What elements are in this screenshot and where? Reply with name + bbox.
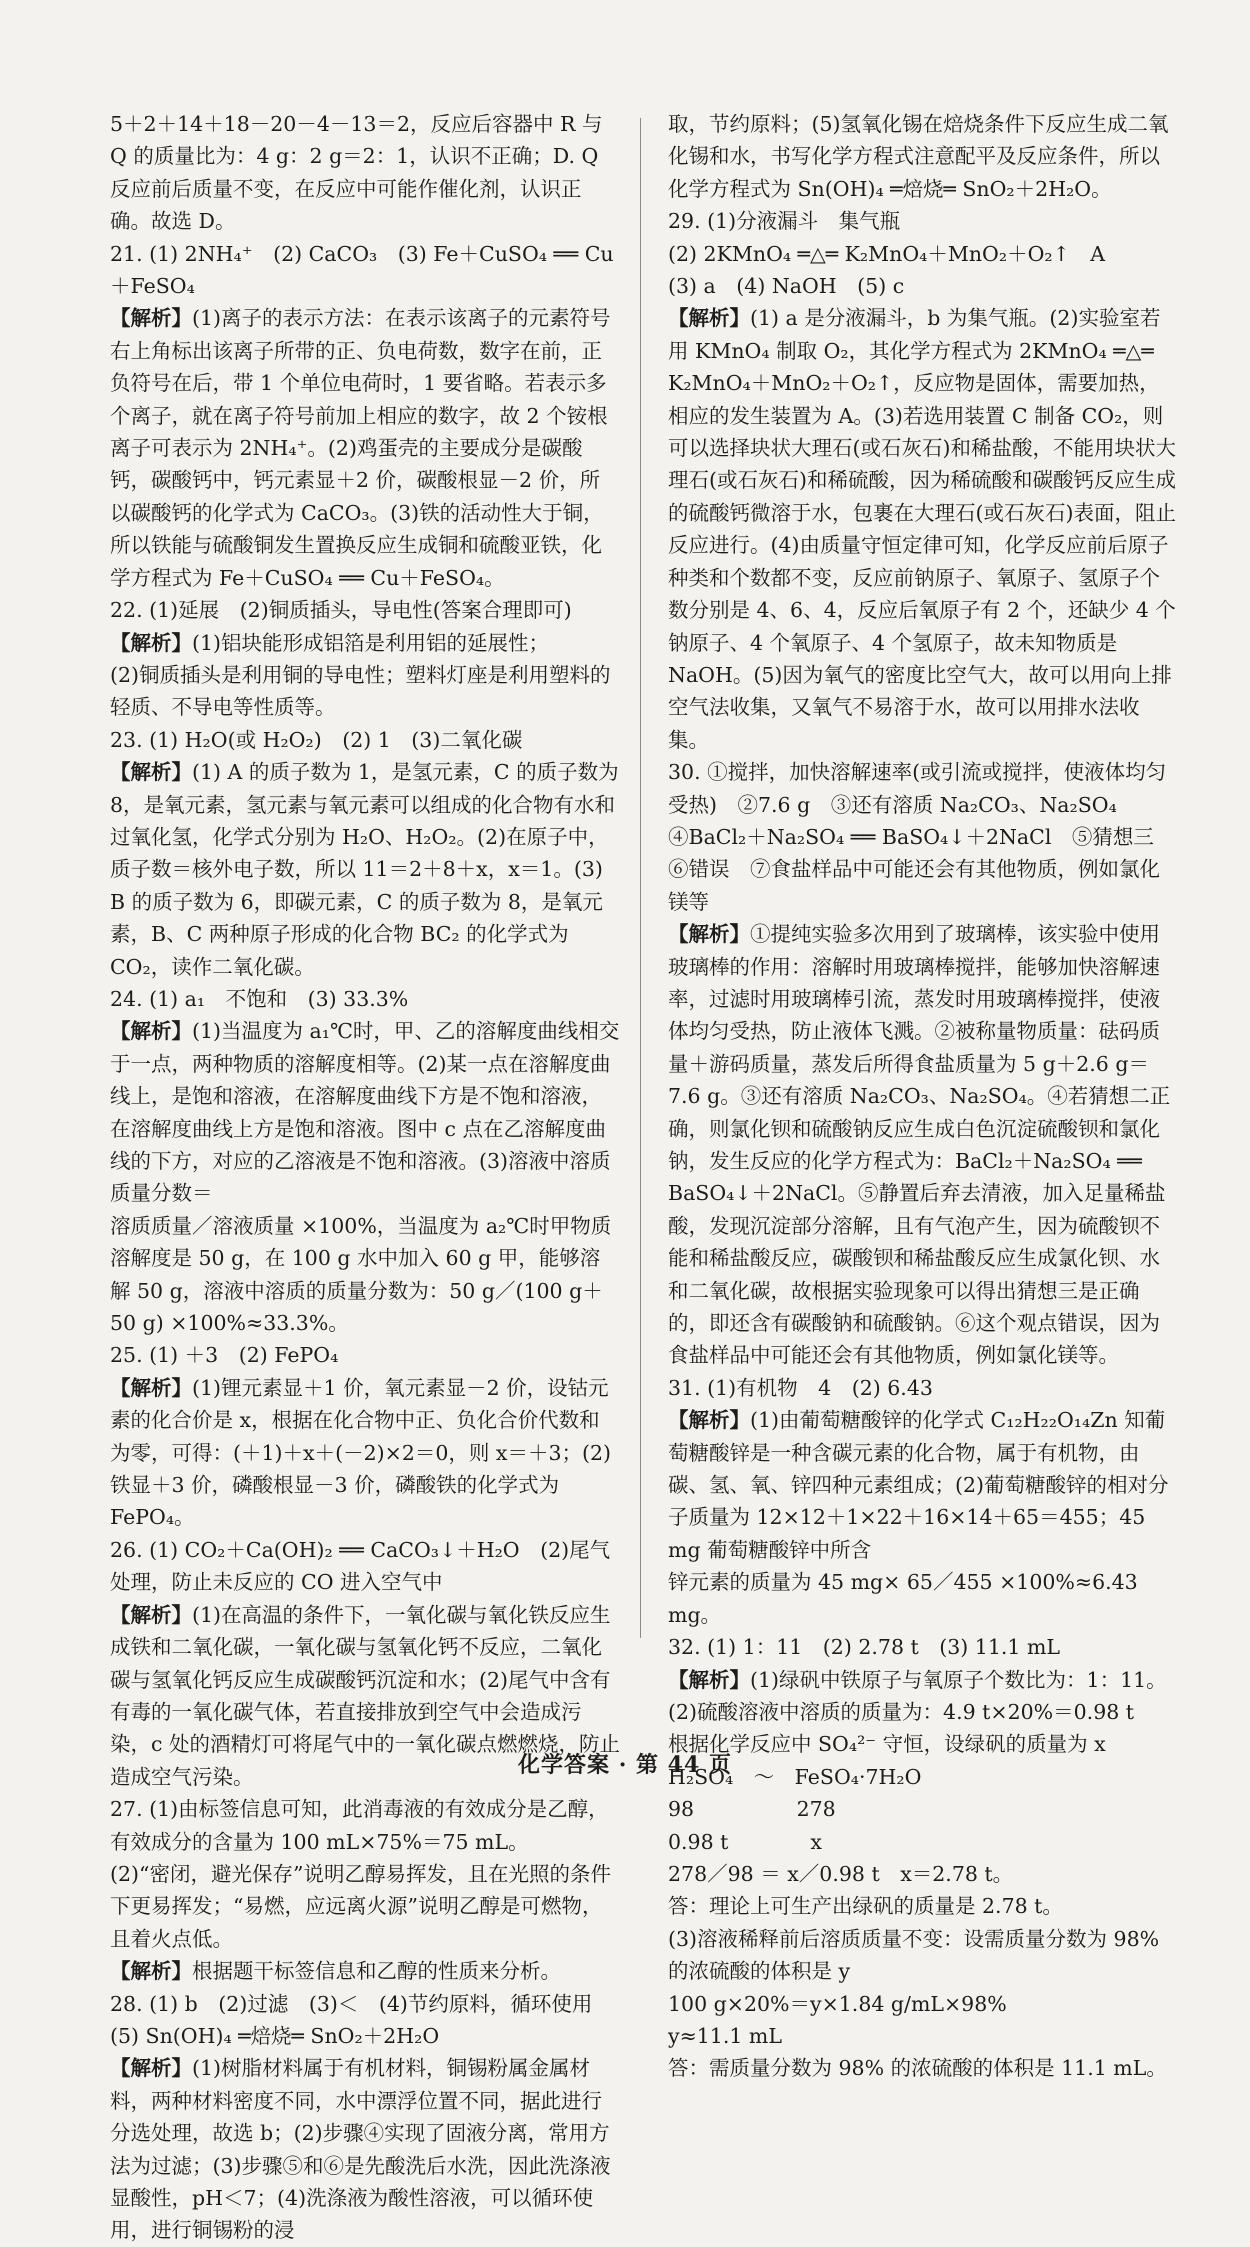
analysis-label: 【解析】 — [668, 1667, 750, 1692]
right-paragraph: (3)溶液稀释前后溶质质量不变：设需质量分数为 98% 的浓硫酸的体积是 y — [668, 1926, 1160, 1984]
right-paragraph: 【解析】(1) a 是分液漏斗，b 为集气瓶。(2)实验室若用 KMnO₄ 制取 O₂，其化学方程式为 2KMnO₄ ═△═ K₂MnO₄＋MnO₂＋O₂↑，反应物是固体，需要加热，相应的发生装置为 A。(3)若选用装置 C 制备 CO₂，则可以选择块状大理石(或石灰石)和稀盐酸，不能用块状大理石(或石灰石)和稀硫酸，因为稀硫酸和碳酸钙反应生成的硫酸钙微溶于水，包裹在大理石(或石灰石)表面，阻止反应进行。(4)由质量守恒定律可知，化学反应前后原子种类和个数都不变，反应前钠原子、氧原子、氢原子个数分别是 4、6、4，反应后氧原子有 2 个，还缺少 4 个钠原子、4 个氧原子、4 个氢原子，故未知物质是 NaOH。(5)因为氧气的密度比空气大，故可以用向上排空气法收集，又氧气不易溶于水，故可以用排水法收集。 — [668, 306, 1176, 752]
left-paragraph: 22. (1)延展 (2)铜质插头，导电性(答案合理即可) — [110, 598, 572, 623]
analysis-label: 【解析】 — [110, 760, 192, 785]
analysis-label: 【解析】 — [668, 1408, 750, 1433]
right-paragraph: 答：需质量分数为 98% 的浓硫酸的体积是 11.1 mL。 — [668, 2056, 1167, 2081]
right-paragraph: 根据化学反应中 SO₄²⁻ 守恒，设绿矾的质量为 x — [668, 1732, 1106, 1757]
left-paragraph: 【解析】(1)离子的表示方法：在表示该离子的元素符号右上角标出该离子所带的正、负电荷数，数字在前，正负符号在后，带 1 个单位电荷时，1 要省略。若表示多个离子，就在离子符号前加上相应的数字，故 2 个铵根离子可表示为 2NH₄⁺。(2)鸡蛋壳的主要成分是碳酸钙，碳酸钙中，钙元素显＋2 价，碳酸根显－2 价，所以碳酸钙的化学式为 CaCO₃。(3)铁的活动性大于铜，所以铁能与硫酸铜发生置换反应生成铜和硫酸亚铁，化学方程式为 Fe＋CuSO₄ ══ Cu＋FeSO₄。 — [110, 306, 611, 590]
left-paragraph: 5＋2＋14＋18－20－4－13＝2，反应后容器中 R 与 Q 的质量比为：4 g：2 g＝2：1，认识不正确；D. Q 反应前后质量不变，在反应中可能作催化剂，认识正确。故选 D。 — [110, 112, 603, 234]
analysis-label: 【解析】 — [110, 2056, 192, 2081]
right-paragraph: 100 g×20%＝y×1.84 g/mL×98% — [668, 1991, 1007, 2016]
right-paragraph: (3) a (4) NaOH (5) c — [668, 274, 905, 299]
left-paragraph: 25. (1) ＋3 (2) FePO₄ — [110, 1343, 339, 1368]
right-paragraph: 取，节约原料；(5)氢氧化锡在焙烧条件下反应生成二氧化锡和水，书写化学方程式注意配平及反应条件，所以化学方程式为 Sn(OH)₄ ═焙烧═ SnO₂＋2H₂O。 — [668, 112, 1169, 201]
left-paragraph: (2)铜质插头是利用铜的导电性；塑料灯座是利用塑料的轻质、不导电等性质等。 — [110, 662, 611, 720]
right-paragraph: 答：理论上可生产出绿矾的质量是 2.78 t。 — [668, 1894, 1063, 1919]
right-paragraph: H₂SO₄ ～ FeSO₄·7H₂O — [668, 1764, 922, 1789]
right-paragraph: 【解析】(1)绿矾中铁原子与氧原子个数比为：1：11。 — [668, 1667, 1167, 1692]
analysis-label: 【解析】 — [110, 1019, 192, 1044]
left-column — [110, 108, 620, 2247]
left-paragraph: 23. (1) H₂O(或 H₂O₂) (2) 1 (3)二氧化碳 — [110, 727, 523, 752]
right-paragraph: 锌元素的质量为 45 mg× 65／455 ×100%≈6.43 mg。 — [668, 1570, 1138, 1627]
left-paragraph: 【解析】根据题干标签信息和乙醇的性质来分析。 — [110, 1959, 561, 1984]
right-paragraph: (2) 2KMnO₄ ═△═ K₂MnO₄＋MnO₂＋O₂↑ A — [668, 241, 1106, 266]
right-paragraph: 29. (1)分液漏斗 集气瓶 — [668, 209, 901, 234]
right-paragraph: 32. (1) 1：11 (2) 2.78 t (3) 11.1 mL — [668, 1635, 1061, 1660]
left-paragraph: 溶质质量／溶液质量 ×100%，当温度为 a₂℃时甲物质溶解度是 50 g，在 100 g 水中加入 60 g 甲，能够溶解 50 g，溶液中溶质的质量分数为：50 g／(100 g＋50 g) ×100%≈33.3%。 — [110, 1213, 612, 1336]
analysis-label: 【解析】 — [110, 630, 192, 655]
left-paragraph: 【解析】(1)在高温的条件下，一氧化碳与氧化铁反应生成铁和二氧化碳，一氧化碳与氢氧化钙不反应，二氧化碳与氢氧化钙反应生成碳酸钙沉淀和水；(2)尾气中含有有毒的一氧化碳气体，若直接排放到空气中会造成污染，c 处的酒精灯可将尾气中的一氧化碳点燃燃烧，防止造成空气污染。 — [110, 1602, 620, 1789]
left-paragraph: (5) Sn(OH)₄ ═焙烧═ SnO₂＋2H₂O — [110, 2023, 440, 2048]
right-paragraph: y≈11.1 mL — [668, 2023, 782, 2048]
left-paragraph: 【解析】(1) A 的质子数为 1，是氢元素，C 的质子数为 8，是氧元素，氢元素与氧元素可以组成的化合物有水和过氧化氢，化学式分别为 H₂O、H₂O₂。(2)在原子中，质子数＝核外电子数，所以 11＝2＋8＋x，x＝1。(3) B 的质子数为 6，即碳元素，C 的质子数为 8，是氧元素，B、C 两种原子形成的化合物 BC₂ 的化学式为 CO₂，读作二氧化碳。 — [110, 760, 619, 979]
left-paragraph: 【解析】(1)锂元素显＋1 价，氧元素显－2 价，设钴元素的化合价是 x，根据在化合物中正、负化合价代数和为零，可得：(＋1)＋x＋(－2)×2＝0，则 x＝＋3；(2)铁显＋3 价，磷酸根显－3 价，磷酸铁的化学式为 FePO₄。 — [110, 1375, 612, 1530]
right-paragraph: 0.98 t x — [668, 1829, 822, 1854]
analysis-label: 【解析】 — [110, 1602, 192, 1627]
analysis-label: 【解析】 — [668, 306, 750, 331]
left-paragraph: (2)“密闭，避光保存”说明乙醇易挥发，且在光照的条件下更易挥发；“易燃，应远离火源”说明乙醇是可燃物，且着火点低。 — [110, 1861, 611, 1951]
page-footer: 化学答案 · 第 44 页 — [518, 1752, 732, 1778]
analysis-label: 【解析】 — [668, 922, 750, 947]
left-paragraph: 21. (1) 2NH₄⁺ (2) CaCO₃ (3) Fe＋CuSO₄ ══ Cu＋FeSO₄ — [110, 241, 614, 299]
left-paragraph: 27. (1)由标签信息可知，此消毒液的有效成分是乙醇，有效成分的含量为 100 mL×75%＝75 mL。 — [110, 1797, 609, 1854]
column-divider — [640, 118, 641, 1638]
left-paragraph: 24. (1) a₁ 不饱和 (3) 33.3% — [110, 986, 409, 1011]
right-paragraph: 【解析】(1)由葡萄糖酸锌的化学式 C₁₂H₂₂O₁₄Zn 知葡萄糖酸锌是一种含碳元素的化合物，属于有机物，由碳、氢、氧、锌四种元素组成；(2)葡萄糖酸锌的相对分子质量为 12×12＋1×22＋16×14＋65＝455；45 mg 葡萄糖酸锌中所含 — [668, 1408, 1169, 1562]
analysis-label: 【解析】 — [110, 1375, 192, 1400]
left-paragraph: 【解析】(1)铝块能形成铝箔是利用铝的延展性； — [110, 630, 550, 655]
left-paragraph: 28. (1) b (2)过滤 (3)＜ (4)节约原料，循环使用 — [110, 1991, 593, 2016]
analysis-label: 【解析】 — [110, 306, 192, 331]
right-paragraph: 【解析】①提纯实验多次用到了玻璃棒，该实验中使用玻璃棒的作用：溶解时用玻璃棒搅拌，能够加快溶解速率，过滤时用玻璃棒引流，蒸发时用玻璃棒搅拌，使液体均匀受热，防止液体飞溅。②被称量物质量：砝码质量＋游码质量，蒸发后所得食盐质量为 5 g＋2.6 g＝7.6 g。③还有溶质 Na₂CO₃、Na₂SO₄。④若猜想二正确，则氯化钡和硫酸钠反应生成白色沉淀硫酸钡和氯化钠，发生反应的化学方程式为：BaCl₂＋Na₂SO₄ ══ BaSO₄↓＋2NaCl。⑤静置后弃去清液，加入足量稀盐酸，发现沉淀部分溶解，且有气泡产生，因为硫酸钡不能和稀盐酸反应，碳酸钡和稀盐酸反应生成氯化钡、水和二氧化碳，故根据实验现象可以得出猜想三是正确的，即还含有碳酸钠和硫酸钠。⑥这个观点错误，因为食盐样品中可能还会有其他物质，例如氯化镁等。 — [668, 922, 1171, 1368]
left-paragraph: 【解析】(1)当温度为 a₁℃时，甲、乙的溶解度曲线相交于一点，两种物质的溶解度相等。(2)某一点在溶解度曲线上，是饱和溶液，在溶解度曲线下方是不饱和溶液，在溶解度曲线上方是饱和溶液。图中 c 点在乙溶解度曲线的下方，对应的乙溶液是不饱和溶液。(3)溶液中溶质质量分数＝ — [110, 1019, 620, 1206]
right-paragraph: 30. ①搅拌，加快溶解速率(或引流或搅拌，使液体均匀受热) ②7.6 g ③还有溶质 Na₂CO₃、Na₂SO₄ ④BaCl₂＋Na₂SO₄ ══ BaSO₄↓＋2NaCl ⑤猜想三 ⑥错误 ⑦食盐样品中可能还会有其他物质，例如氯化镁等 — [668, 760, 1175, 914]
right-paragraph: 31. (1)有机物 4 (2) 6.43 — [668, 1375, 933, 1400]
left-paragraph: 26. (1) CO₂＋Ca(OH)₂ ══ CaCO₃↓＋H₂O (2)尾气处理，防止未反应的 CO 进入空气中 — [110, 1537, 611, 1595]
analysis-label: 【解析】 — [110, 1959, 192, 1984]
right-paragraph: 98 278 — [668, 1797, 836, 1822]
right-paragraph: 278／98 ＝ x／0.98 t x＝2.78 t。 — [668, 1861, 1014, 1886]
left-paragraph: 【解析】(1)树脂材料属于有机材料，铜锡粉属金属材料，两种材料密度不同，水中漂浮位置不同，据此进行分选处理，故选 b；(2)步骤④实现了固液分离，常用方法为过滤；(3)步骤⑤和⑥是先酸洗后水洗，因此洗涤液显酸性，pH＜7；(4)洗涤液为酸性溶液，可以循环使用，进行铜锡粉的浸 — [110, 2056, 611, 2243]
right-paragraph: (2)硫酸溶液中溶质的质量为：4.9 t×20%＝0.98 t — [668, 1699, 1135, 1724]
right-column — [668, 108, 1178, 2085]
